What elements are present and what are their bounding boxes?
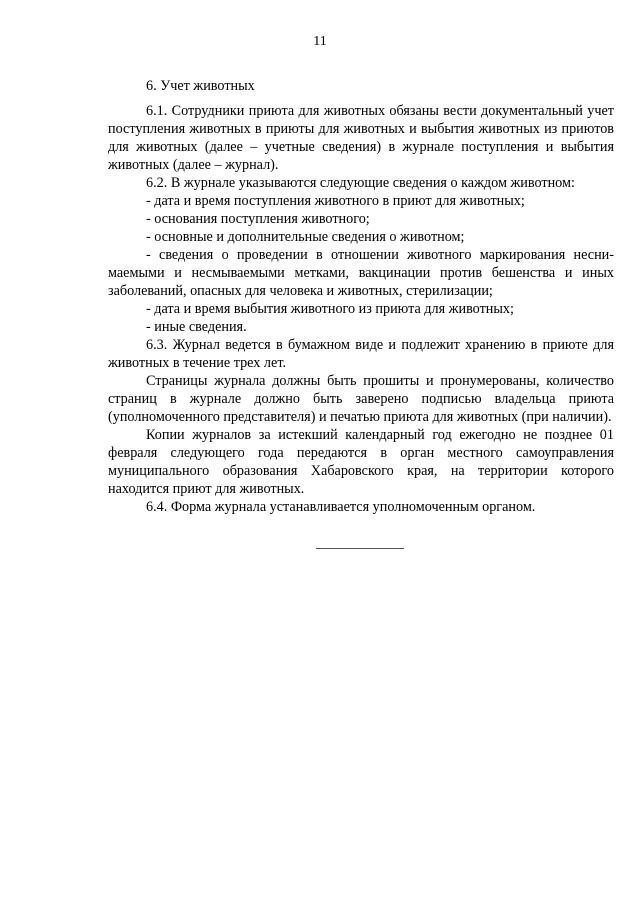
paragraph-6-2: 6.2. В журнале указываются следующие сведения о каждом животном: — [146, 175, 575, 191]
page-number: 11 — [313, 34, 327, 49]
list-item: - сведения о проведении в отношении животного маркирования неснимаемыми и несмываемыми метками, вакцинации против бешенства и иных заболеваний, опасных для человека и животных, стерилизации; — [108, 247, 614, 299]
paragraph-6-4: 6.4. Форма журнала устанавливается уполномоченным органом. — [146, 499, 536, 515]
paragraph-6-1: 6.1. Сотрудники приюта для животных обязаны вести документальный учет поступления животных в приюты для животных и выбытия животных из приютов для животных (далее – учетные сведения) в журнале поступления и выбытия животных (далее – журнал). — [108, 103, 614, 173]
list-item: - иные сведения. — [146, 319, 247, 335]
paragraph-6-3: 6.3. Журнал ведется в бумажном виде и подлежит хранению в приюте для животных в течение трех лет. — [108, 337, 614, 371]
document-body — [108, 77, 614, 516]
list-item: - дата и время поступления животного в приют для животных; — [146, 193, 525, 209]
paragraph-6-3-copies: Копии журналов за истекший календарный год ежегодно не позднее 01 февраля следующего года передаются в орган местного самоуправления муниципального образования Хабаровского края, на территории которого находится приют для животных. — [108, 427, 614, 497]
list-item: - основные и дополнительные сведения о животном; — [146, 229, 465, 245]
list-item: - дата и время выбытия животного из приюта для животных; — [146, 301, 514, 317]
end-divider — [316, 548, 404, 549]
section-heading: 6. Учет животных — [146, 78, 255, 94]
paragraph-6-3-pages: Страницы журнала должны быть прошиты и пронумерованы, количество страниц в журнале должно быть заверено подписью владельца приюта (уполномоченного представителя) и печатью приюта для животных (при наличии). — [108, 373, 614, 425]
list-item: - основания поступления животного; — [146, 211, 370, 227]
